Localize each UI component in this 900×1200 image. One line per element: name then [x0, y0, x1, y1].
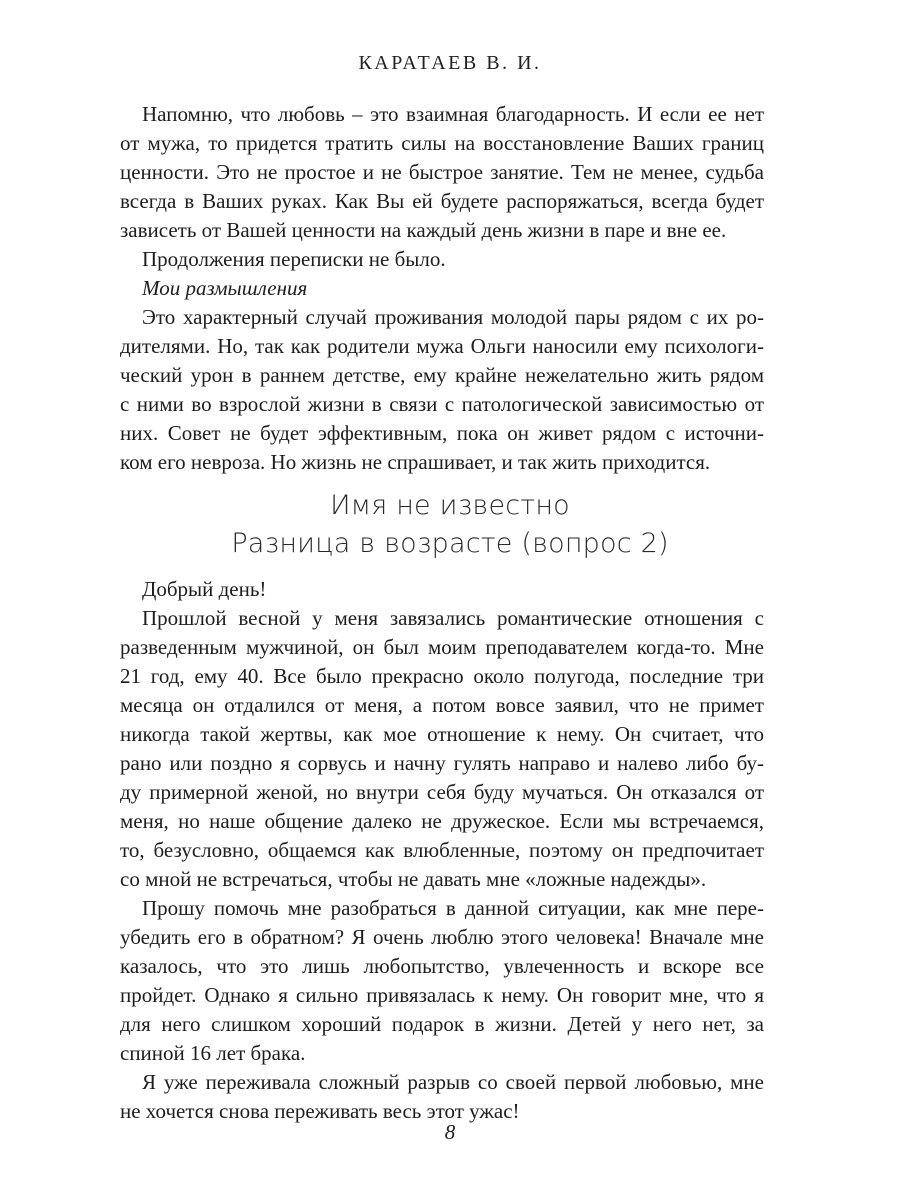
section-heading-line-1: Имя не известно	[330, 490, 570, 521]
text-line: Продолжения переписки не было.	[142, 247, 446, 271]
text-line: разведенным мужчиной, он был моим преподавателем когда-то. Мне	[120, 635, 764, 659]
text-line: 21 год, ему 40. Все было прекрасно около полугода, последние три	[120, 664, 764, 688]
running-head: КАРАТАЕВ В. И.	[358, 52, 542, 74]
text-line: меня, но наше общение далеко не дружеское. Если мы встречаемся,	[120, 809, 764, 833]
text-line: то, безусловно, общаемся как влюбленные, поэтому он предпочитает	[120, 838, 764, 862]
text-line: пройдет. Однако я сильно привязалась к нему. Он говорит мне, что я	[120, 983, 764, 1007]
text-line: от мужа, то придется тратить силы на восстановление Ваших границ	[120, 131, 764, 155]
page-number: 8	[444, 1120, 456, 1144]
text-line: Напомню, что любовь – это взаимная благодарность. И если ее нет	[142, 102, 764, 126]
section-heading-line-2: Разница в возрасте (вопрос 2)	[231, 528, 669, 559]
text-line: спиной 16 лет брака.	[120, 1041, 306, 1065]
text-line: с ними во взрослой жизни в связи с патологической зависимостью от	[120, 392, 764, 416]
text-line: них. Совет не будет эффективным, пока он живет рядом с источни-	[120, 421, 764, 445]
text-line: Прошлой весной у меня завязались романтические отношения с	[142, 606, 764, 630]
text-line: ческий урон в раннем детстве, ему крайне нежелательно жить рядом	[120, 363, 764, 387]
text-line: всегда в Ваших руках. Как Вы ей будете распоряжаться, всегда будет	[120, 189, 764, 213]
subheading-italic: Мои размышления	[142, 276, 308, 300]
text-line: никогда такой жертвы, как мое отношение к нему. Он считает, что	[120, 722, 764, 746]
text-line: Я уже переживала сложный разрыв со своей первой любовью, мне	[142, 1070, 764, 1094]
text-line: дителями. Но, так как родители мужа Ольги наносили ему психологи-	[120, 334, 764, 358]
text-line: Прошу помочь мне разобраться в данной ситуации, как мне пере-	[142, 896, 764, 920]
text-line: Добрый день!	[142, 577, 267, 601]
text-line: не хочется снова переживать весь этот ужас!	[120, 1099, 520, 1123]
text-line: ду примерной женой, но внутри себя буду мучаться. Он отказался от	[120, 780, 764, 804]
text-line: ценности. Это не простое и не быстрое занятие. Тем не менее, судьба	[120, 160, 764, 184]
text-line: казалось, что это лишь любопытство, увлеченность и вскоре все	[120, 954, 764, 978]
text-line: для него слишком хороший подарок в жизни. Детей у него нет, за	[120, 1012, 764, 1036]
text-line: рано или поздно я сорвусь и начну гулять направо и налево либо бу-	[120, 751, 764, 775]
text-line: месяца он отдалился от меня, а потом вовсе заявил, что не примет	[120, 693, 764, 717]
text-line: со мной не встречаться, чтобы не давать мне «ложные надежды».	[120, 867, 707, 891]
text-line: убедить его в обратном? Я очень люблю этого человека! Вначале мне	[120, 925, 764, 949]
text-line: ком его невроза. Но жизнь не спрашивает, и так жить приходится.	[120, 450, 711, 474]
text-line: зависеть от Вашей ценности на каждый день жизни в паре и вне ее.	[120, 218, 727, 242]
text-line: Это характерный случай проживания молодой пары рядом с их ро-	[142, 305, 764, 329]
